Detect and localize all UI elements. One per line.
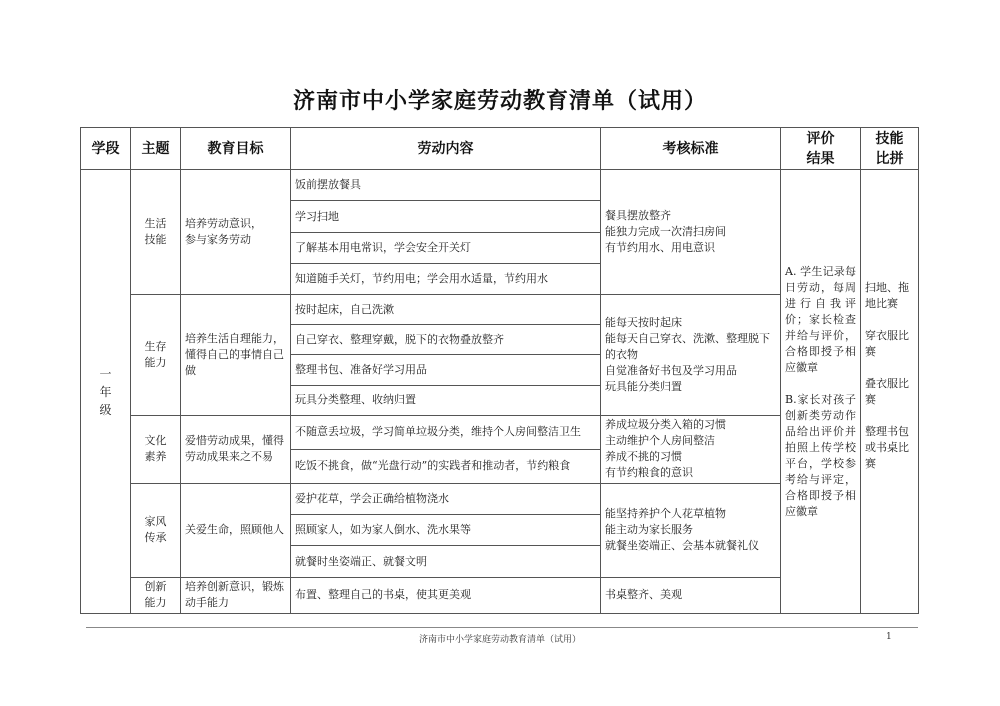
header-theme: 主题	[131, 128, 181, 170]
content-cell: 自己穿衣、整理穿戴，脱下的衣物叠放整齐	[291, 325, 601, 355]
goal-cell: 爱惜劳动成果，懂得劳动成果来之不易	[181, 415, 291, 483]
content-cell: 布置、整理自己的书桌，使其更美观	[291, 577, 601, 613]
content-cell: 爱护花草，学会正确给植物浇水	[291, 484, 601, 515]
content-cell: 吃饭不挑食，做“光盘行动”的实践者和推动者，节约粮食	[291, 449, 601, 483]
page-number: 1	[886, 632, 892, 642]
theme-cell: 生存 能力	[131, 295, 181, 416]
content-cell: 就餐时坐姿端正、就餐文明	[291, 546, 601, 577]
standard-cell: 养成垃圾分类入箱的习惯 主动维护个人房间整洁 养成不挑的习惯 有节约粮食的意识	[601, 415, 781, 483]
competition-cell: 扫地、拖地比赛 穿衣服比赛 叠衣服比赛 整理书包或书桌比赛	[861, 170, 919, 614]
header-row	[81, 128, 919, 170]
header-evaluation: 评价 结果	[781, 128, 861, 170]
content-cell: 不随意丢垃圾，学习简单垃圾分类，维持个人房间整洁卫生	[291, 415, 601, 449]
labor-education-table	[80, 127, 919, 614]
content-cell: 学习扫地	[291, 201, 601, 232]
table-row	[81, 170, 919, 201]
content-cell: 知道随手关灯，节约用电；学会用水适量，节约用水	[291, 263, 601, 294]
page-title: 济南市中小学家庭劳动教育清单（试用）	[292, 89, 707, 114]
standard-cell: 能坚持养护个人花草植物 能主动为家长服务 就餐坐姿端正、会基本就餐礼仪	[601, 484, 781, 578]
header-stage: 学段	[81, 128, 131, 170]
grade-cell	[81, 170, 131, 614]
goal-cell: 培养创新意识，锻炼动手能力	[181, 577, 291, 613]
header-competition: 技能 比拼	[861, 128, 919, 170]
theme-cell: 生活 技能	[131, 170, 181, 295]
goal-cell: 关爱生命，照顾他人	[181, 484, 291, 578]
content-cell: 按时起床，自己洗漱	[291, 295, 601, 325]
standard-cell: 能每天按时起床 能每天自己穿衣、洗漱、整理脱下的衣物 自觉准备好书包及学习用品 玩具能分类归置	[601, 295, 781, 416]
page-footer: 济南市中小学家庭劳动教育清单（试用）	[418, 635, 581, 645]
theme-cell: 家风 传承	[131, 484, 181, 578]
footer-divider	[86, 627, 918, 628]
grade-label: 一年级	[99, 366, 112, 417]
content-cell: 整理书包、准备好学习用品	[291, 355, 601, 385]
theme-cell: 文化 素养	[131, 415, 181, 483]
standard-cell: 餐具摆放整齐 能独力完成一次清扫房间 有节约用水、用电意识	[601, 170, 781, 295]
header-content: 劳动内容	[291, 128, 601, 170]
content-cell: 玩具分类整理、收纳归置	[291, 385, 601, 415]
standard-cell: 书桌整齐、美观	[601, 577, 781, 613]
header-standard: 考核标准	[601, 128, 781, 170]
theme-cell: 创新 能力	[131, 577, 181, 613]
goal-cell: 培养劳动意识， 参与家务劳动	[181, 170, 291, 295]
content-cell: 了解基本用电常识，学会安全开关灯	[291, 232, 601, 263]
content-cell: 照顾家人，如为家人倒水、洗水果等	[291, 515, 601, 546]
content-cell: 饭前摆放餐具	[291, 170, 601, 201]
evaluation-cell: A. 学生记录每日劳动，每周进行自我评价；家长检查并给与评价，合格即授予相应徽章 B.家长对孩子创新类劳动作品给出评价并拍照上传学校平台，学校参考给与评定，合格即授予相应徽章	[781, 170, 861, 614]
goal-cell: 培养生活自理能力，懂得自己的事情自己做	[181, 295, 291, 416]
header-goal: 教育目标	[181, 128, 291, 170]
